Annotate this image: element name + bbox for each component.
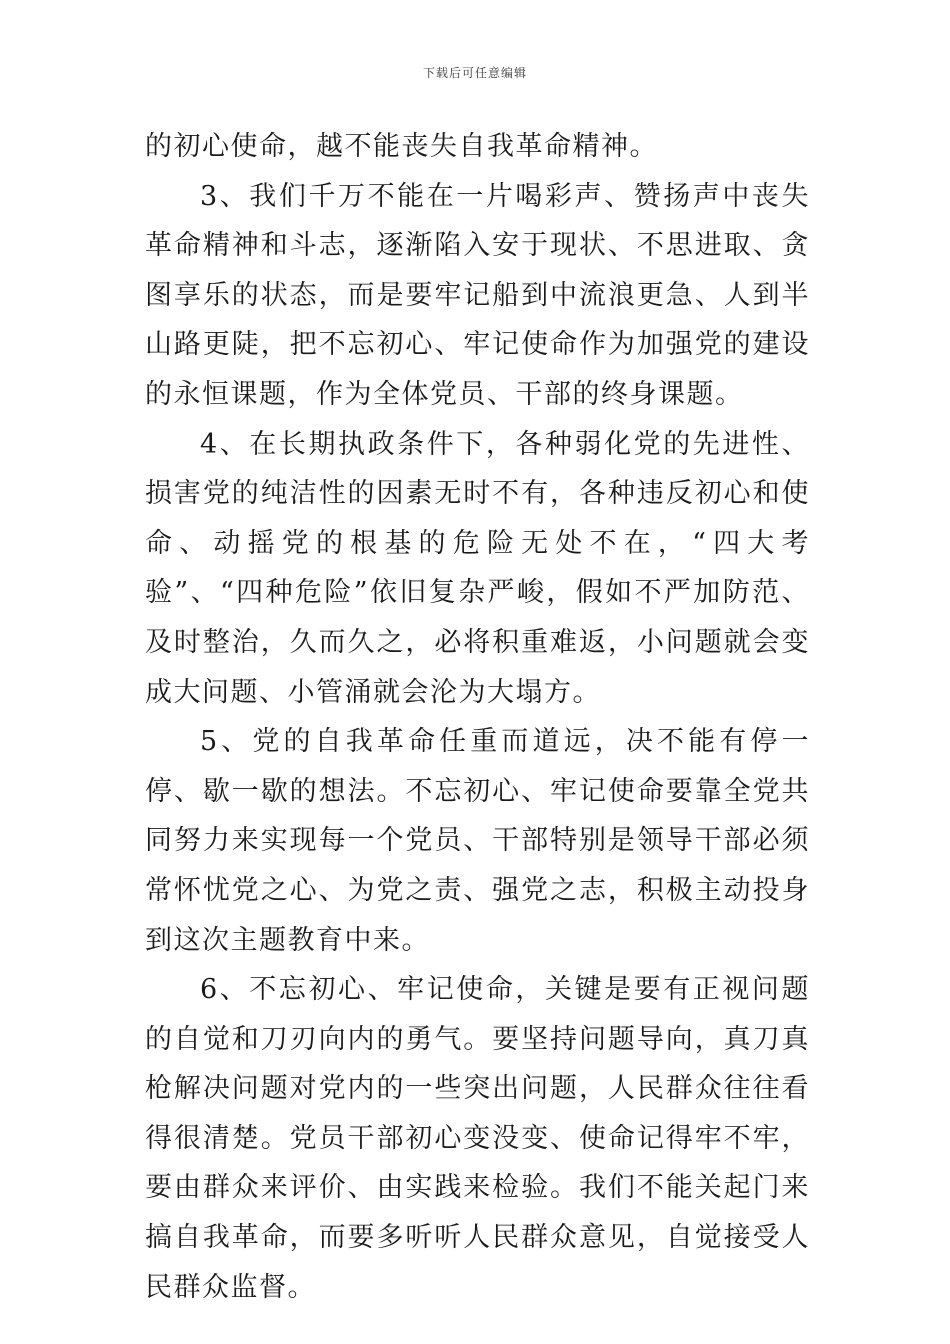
paragraph-3: 3、我们千万不能在一片喝彩声、赞扬声中丧失革命精神和斗志，逐渐陷入安于现状、不思进取、贪图享乐的状态，而是要牢记船到中流浪更急、人到半山路更陡，把不忘初心、牢记使命作为加强党的建设的永恒课题，作为全体党员、干部的终身课题。: [145, 180, 810, 410]
document-body: [145, 122, 810, 1312]
header-note: 下载后可任意编辑: [422, 66, 527, 80]
paragraph-4: 4、在长期执政条件下，各种弱化党的先进性、损害党的纯洁性的因素无时不有，各种违反初心和使命、动摇党的根基的危险无处不在，“四大考验”、“四种危险”依旧复杂严峻，假如不严加防范、及时整治，久而久之，必将积重难返，小问题就会变成大问题、小管涌就会沦为大塌方。: [145, 428, 810, 708]
paragraph-continuation: 的初心使命，越不能丧失自我革命精神。: [145, 131, 658, 162]
paragraph-5: 5、党的自我革命任重而道远，决不能有停一停、歇一歇的想法。不忘初心、牢记使命要靠全党共同努力来实现每一个党员、干部特别是领导干部必须常怀忧党之心、为党之责、强党之志，积极主动投身到这次主题教育中来。: [145, 726, 810, 956]
paragraph-6: 6、不忘初心、牢记使命，关键是要有正视问题的自觉和刀刃向内的勇气。要坚持问题导向，真刀真枪解决问题对党内的一些突出问题，人民群众往往看得很清楚。党员干部初心变没变、使命记得牢不牢，要由群众来评价、由实践来检验。我们不能关起门来搞自我革命，而要多听听人民群众意见，自觉接受人民群众监督。: [145, 974, 810, 1303]
